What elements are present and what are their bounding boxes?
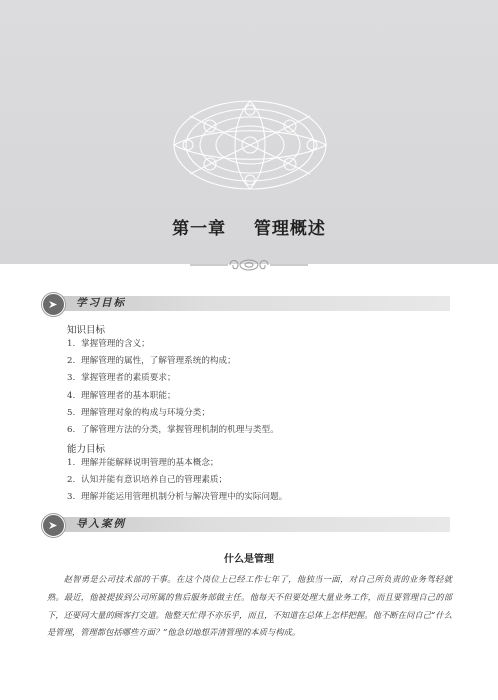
scroll-divider-icon [190,257,308,273]
objective-item [67,353,279,370]
chapter-title: 第一章 管理概述 [172,219,326,239]
objective-text: 理解管理的属性，了解管理系统的构成； [81,356,236,367]
ability-list [67,455,287,507]
knowledge-list [67,336,279,439]
objective-text: 认知并能有意识培养自己的管理素质； [81,475,228,486]
case-section-label: 导入案例 [76,518,126,530]
objective-text: 掌握管理的含义； [81,339,150,349]
case-section-bar [46,517,450,532]
objective-number: 1. [67,339,76,349]
case-body: 赵智勇是公司技术部的干事。在这个岗位上已经工作七年了，他独当一面，对自己所负责的业务驾轻就熟。最近，他被提拔到公司所属的售后服务部做主任。他每天不但要处理大量业务工作，而且要管理自己的部下，还要同大量的顾客打交道。他整天忙得不亦乐乎，而且，不知道在总体上怎样把握。他不断在问自己“什么是管理，管理都包括哪些方面？”他急切地想弄清管理的本质与构成。 [47,574,452,638]
lace-ornament-icon [170,96,330,194]
objectives-section-bar [46,296,450,311]
objective-number: 3. [67,492,76,503]
objective-text: 理解并能运用管理机制分析与解决管理中的实际问题。 [81,492,288,503]
objective-number: 2. [67,356,76,367]
objective-number: 1. [67,458,76,468]
objective-item [67,472,287,489]
objective-item [67,336,279,353]
knowledge-heading: 知识目标 [67,325,106,336]
arrow-badge-icon [42,514,65,537]
objective-number: 3. [67,373,76,384]
objective-item [67,489,287,506]
objective-number: 2. [67,475,76,486]
objective-text: 理解并能解释说明管理的基本概念； [81,458,219,468]
ability-heading: 能力目标 [67,444,106,455]
objective-text: 理解管理对象的构成与环境分类； [81,407,210,418]
objective-number: 5. [67,407,76,418]
objective-text: 了解管理方法的分类，掌握管理机制的机理与类型。 [81,425,279,436]
objective-item [67,405,279,422]
objective-item [67,388,279,405]
objective-text: 掌握管理者的素质要求； [81,373,176,384]
objectives-section-label: 学习目标 [76,297,126,309]
objective-text: 理解管理者的基本职能； [81,390,176,401]
arrow-badge-icon [42,293,65,316]
case-title: 什么是管理 [224,554,274,565]
objective-item [67,422,279,439]
objective-number: 6. [67,425,76,436]
objective-item [67,370,279,387]
objective-item [67,455,287,472]
objective-number: 4. [67,390,76,401]
